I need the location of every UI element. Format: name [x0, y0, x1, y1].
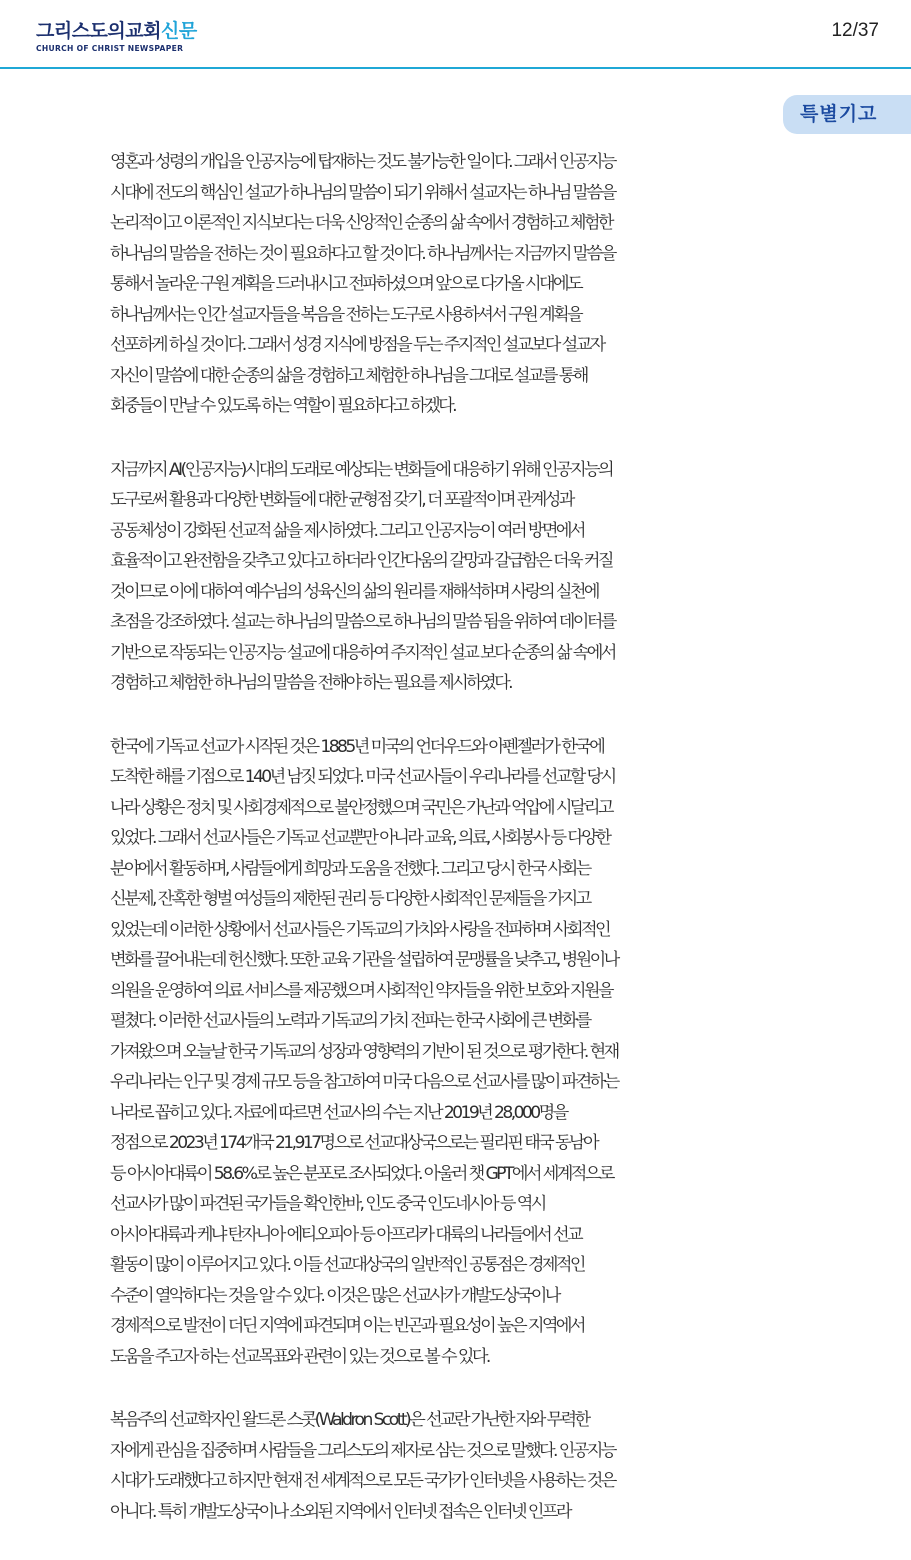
paragraph: [110, 147, 820, 422]
text-line: 것이므로 이에 대하여 예수님의 성육신의 삶의 원리를 재해석하며 사랑의 실천에: [110, 581, 598, 602]
text-line: 영혼과 성령의 개입을 인공지능에 탑재하는 것도 불가능한 일이다. 그래서 인공지능: [110, 152, 615, 172]
text-line: 우리나라는 인구 및 경제 규모 등을 참고하여 미국 다음으로 선교사를 많이 파견하는: [110, 1072, 618, 1092]
text-line: 복음주의 선교학자인 왈드론 스콧(Waldron Scott)은 선교란 가난한 자와 무력한: [110, 1410, 589, 1430]
text-line: 자에게 관심을 집중하며 사람들을 그리스도의 제자로 삼는 것으로 말했다. 인공지능: [110, 1440, 615, 1461]
text-line: 도착한 해를 기점으로 140년 남짓 되었다. 미국 선교사들이 우리나라를 선교할 당시: [110, 767, 615, 787]
newspaper-logo: [36, 20, 197, 53]
text-line: 경험하고 체험한 하나님의 말씀을 전해야 하는 필요를 제시하였다.: [110, 673, 511, 693]
text-line: 지금까지 AI(인공지능)시대의 도래로 예상되는 변화들에 대응하기 위해 인공지능의: [110, 459, 612, 480]
text-line: 나라로 꼽히고 있다. 자료에 따르면 선교사의 수는 지난 2019년 28,000명을: [110, 1102, 567, 1123]
text-line: 시대가 도래했다고 하지만 현재 전 세계적으로 모든 국가가 인터넷을 사용하는 것은: [110, 1471, 615, 1491]
text-line: 선교사가 많이 파견된 국가들을 확인한바, 인도 중국 인도네시아 등 역시: [110, 1194, 545, 1214]
section-tag: 특별기고: [783, 95, 911, 134]
text-line: 의원을 운영하여 의료 서비스를 제공했으며 사회적인 약자들을 위한 보호와 지원을: [110, 980, 612, 1001]
text-line: 선포하게 하실 것이다. 그래서 성경 지식에 방점을 두는 주지적인 설교보다 설교자: [110, 335, 604, 355]
text-line: 나라 상황은 정치 및 사회경제적으로 불안정했으며 국민은 가난과 억압에 시달리고: [110, 797, 612, 818]
article-body: [110, 147, 820, 1560]
paragraph: [110, 732, 820, 1373]
paragraph: [110, 1405, 820, 1527]
text-line: 아시아대륙과 케냐 탄자니아 에티오피아 등 아프리카 대륙의 나라들에서 선교: [110, 1224, 582, 1245]
text-line: 기반으로 작동되는 인공지능 설교에 대응하여 주지적인 설교 보다 순종의 삶 속에서: [110, 642, 615, 663]
text-line: 신분제, 잔혹한 형벌 여성들의 제한된 권리 등 다양한 사회적인 문제들을 가지고: [110, 889, 590, 909]
text-line: 등 아시아대륙이 58.6%로 높은 분포로 조사되었다. 아울러 챗 GPT에서 세계적으로: [110, 1163, 613, 1184]
text-line: 시대에 전도의 핵심인 설교가 하나님의 말씀이 되기 위해서 설교자는 하나님 말씀을: [110, 182, 615, 203]
text-line: 활동이 많이 이루어지고 있다. 이들 선교대상국의 일반적인 공통점은 경제적인: [110, 1255, 584, 1275]
text-line: 펼쳤다. 이러한 선교사들의 노력과 기독교의 가치 전파는 한국 사회에 큰 변화를: [110, 1011, 590, 1031]
page-number: 12/37: [831, 20, 879, 41]
logo-title-main: 그리스도의교회: [36, 20, 161, 42]
text-line: 도움을 주고자 하는 선교목표와 관련이 있는 것으로 볼 수 있다.: [110, 1346, 489, 1367]
text-line: 통해서 놀라운 구원 계획을 드러내시고 전파하셨으며 앞으로 다가올 시대에도: [110, 274, 582, 294]
text-line: 있었다. 그래서 선교사들은 기독교 선교뿐만 아니라 교육, 의료, 사회봉사 등 다양한: [110, 828, 610, 848]
text-line: 하나님께서는 인간 설교자들을 복음을 전하는 도구로 사용하셔서 구원 계획을: [110, 304, 582, 325]
logo-title: [36, 20, 197, 42]
text-line: 효율적이고 완전함을 갖추고 있다고 하더라 인간다움의 갈망과 갈급함은 더욱 커질: [110, 551, 612, 571]
logo-subtitle: CHURCH OF CHRIST NEWSPAPER: [36, 44, 184, 53]
text-line: 경제적으로 발전이 더딘 지역에 파견되며 이는 빈곤과 필요성이 높은 지역에서: [110, 1316, 584, 1336]
logo-title-accent: 신문: [160, 20, 197, 42]
text-line: 초점을 강조하였다. 설교는 하나님의 말씀으로 하나님의 말씀 됨을 위하여 데이터를: [110, 612, 615, 632]
text-line: 수준이 열악하다는 것을 알 수 있다. 이것은 많은 선교사가 개발도상국이나: [110, 1285, 559, 1306]
text-line: 가져왔으며 오늘날 한국 기독교의 성장과 영향력의 기반이 된 것으로 평가한다. 현재: [110, 1041, 618, 1062]
text-line: 변화를 끌어내는데 헌신했다. 또한 교육 기관을 설립하여 문맹률을 낮추고, 병원이나: [110, 950, 618, 970]
text-line: 하나님의 말씀을 전하는 것이 필요하다고 할 것이다. 하나님께서는 지금까지 말씀을: [110, 243, 615, 264]
paragraph: [110, 455, 820, 699]
text-line: 회중들이 만날 수 있도록 하는 역할이 필요하다고 하겠다.: [110, 396, 455, 416]
text-line: 도구로써 활용과 다양한 변화들에 대한 균형점 갖기, 더 포괄적이며 관계성과: [110, 490, 573, 510]
text-line: 자신이 말씀에 대한 순종의 삶을 경험하고 체험한 하나님을 그대로 설교를 통해: [110, 365, 587, 386]
text-line: 아니다. 특히 개발도상국이나 소외된 지역에서 인터넷 접속은 인터넷 인프라: [110, 1501, 570, 1522]
text-line: 있었는데 이러한 상황에서 선교사들은 기독교의 가치와 사랑을 전파하며 사회적인: [110, 919, 610, 940]
text-line: 공동체성이 강화된 선교적 삶을 제시하였다. 그리고 인공지능이 여러 방면에서: [110, 520, 584, 541]
page-header: [0, 0, 911, 69]
text-line: 분야에서 활동하며, 사람들에게 희망과 도움을 전했다. 그리고 당시 한국 사회는: [110, 858, 590, 879]
text-line: 정점으로 2023년 174개국 21,917명으로 선교대상국으로는 필리핀 태국 동남아: [110, 1133, 598, 1153]
text-line: 논리적이고 이론적인 지식보다는 더욱 신앙적인 순종의 삶 속에서 경험하고 체험한: [110, 213, 612, 233]
text-line: 한국에 기독교 선교가 시작된 것은 1885년 미국의 언더우드와 아펜젤러가 한국에: [110, 736, 604, 757]
